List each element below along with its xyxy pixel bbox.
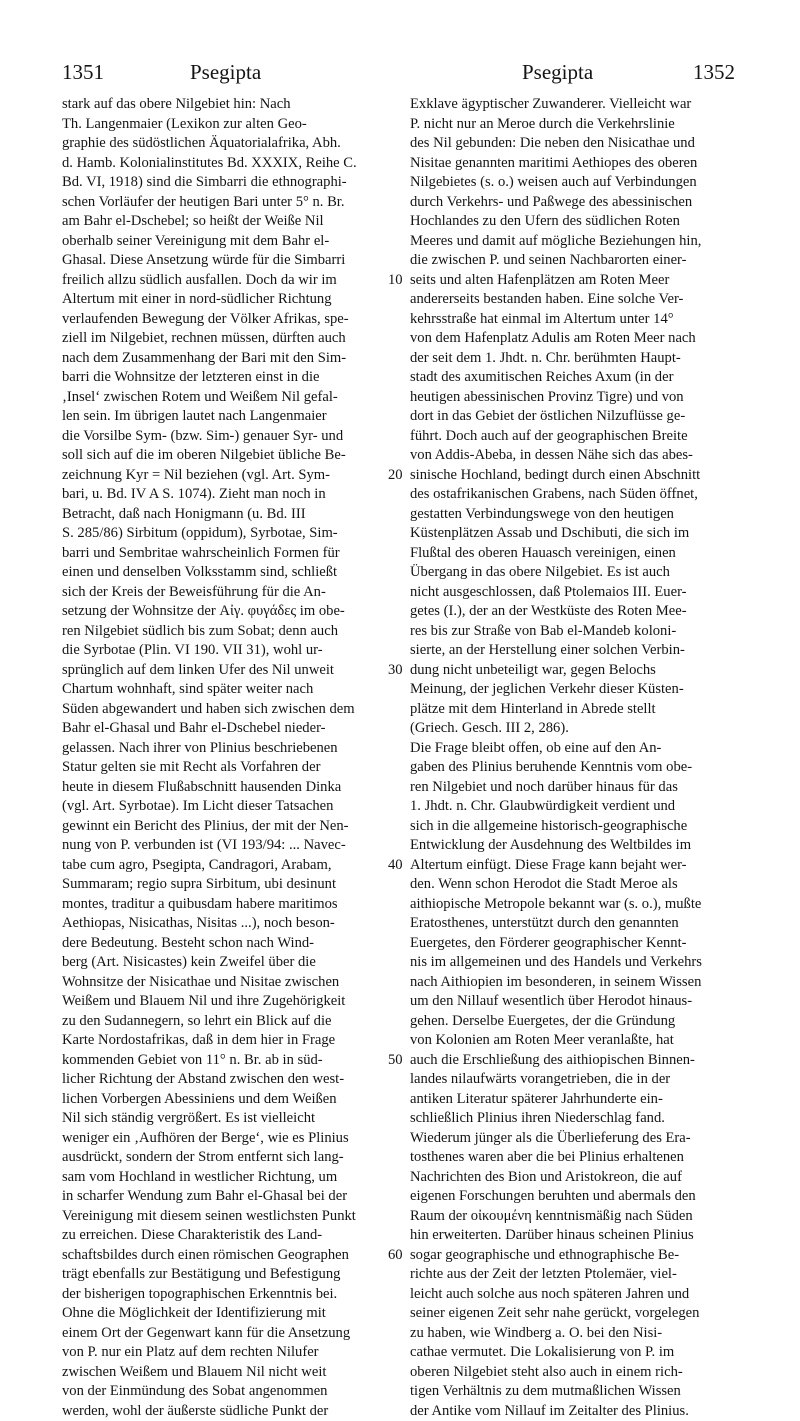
text-line: von der Einmündung des Sobat angenommen: [62, 1382, 387, 1402]
text-line: nis im allgemeinen und des Handels und Verkehrs: [410, 953, 737, 973]
text-line: nicht ausgeschlossen, daß Ptolemaios III. Euer-: [410, 583, 737, 603]
text-line: schließlich Plinius ihren Niederschlag fand.: [410, 1109, 737, 1129]
text-line: dung nicht unbeteiligt war, gegen Belochs: [410, 661, 737, 681]
text-line: nung von P. verbunden ist (VI 193/94: ... Navec-: [62, 836, 387, 856]
text-line: barri die Wohnsitze der letzteren einst in die: [62, 368, 387, 388]
text-line: Küstenplätzen Assab und Dschibuti, die sich im: [410, 524, 737, 544]
text-line: Raum der οἰκουμένη kenntnismäßig nach Süden: [410, 1207, 737, 1227]
text-line: zu den Sudannegern, so lehrt ein Blick auf die: [62, 1012, 387, 1032]
text-line: von Kolonien am Roten Meer veranlaßte, hat: [410, 1031, 737, 1051]
text-line: des Nil gebunden: Die neben den Nisicathae und: [410, 134, 737, 154]
text-line: gaben des Plinius beruhende Kenntnis vom obe-: [410, 758, 737, 778]
text-line: dere Bedeutung. Besteht schon nach Wind-: [62, 934, 387, 954]
text-line: in scharfer Wendung zum Bahr el-Ghasal bei der: [62, 1187, 387, 1207]
text-line: Flußtal des oberen Hauasch vereinigen, einen: [410, 544, 737, 564]
text-line: oberen Nilgebiet steht also auch in einem rich-: [410, 1363, 737, 1383]
text-line: (vgl. Art. Syrbotae). Im Licht dieser Tatsachen: [62, 797, 387, 817]
text-line: Wohnsitze der Nisicathae und Nisitae zwischen: [62, 973, 387, 993]
text-line: Altertum mit einer in nord-südlicher Richtung: [62, 290, 387, 310]
text-line: (Griech. Gesch. III 2, 286).: [410, 719, 737, 739]
text-line: stark auf das obere Nilgebiet hin: Nach: [62, 95, 387, 115]
text-line: res bis zur Straße von Bab el-Mandeb koloni-: [410, 622, 737, 642]
text-line: cathae vermutet. Die Lokalisierung von P. im: [410, 1343, 737, 1363]
text-line: Ohne die Möglichkeit der Identifizierung mit: [62, 1304, 387, 1324]
text-line: Süden abgewandert und haben sich zwischen dem: [62, 700, 387, 720]
right-text-column: [410, 95, 737, 1421]
text-line: einen und denselben Volksstamm sind, schließt: [62, 563, 387, 583]
text-line: zu haben, wie Windberg a. O. bei den Nisi-: [410, 1324, 737, 1344]
text-line: Meinung, der jeglichen Verkehr dieser Küsten-: [410, 680, 737, 700]
line-number: 40: [388, 856, 410, 876]
text-line: am Bahr el-Dschebel; so heißt der Weiße Nil: [62, 212, 387, 232]
line-number: 20: [388, 466, 410, 486]
text-line: zwischen Weißem und Blauem Nil nicht weit: [62, 1363, 387, 1383]
text-line: um den Nillauf wesentlich über Herodot hinaus-: [410, 992, 737, 1012]
text-line: Weißem und Blauem Nil und ihre Zugehörigkeit: [62, 992, 387, 1012]
text-line: zu erreichen. Diese Charakteristik des Land-: [62, 1226, 387, 1246]
text-line: richte aus der Zeit der letzten Ptolemäer, viel-: [410, 1265, 737, 1285]
text-line: dort in das Gebiet der östlichen Nilzuflüsse ge-: [410, 407, 737, 427]
text-line: Nisitae genannten maritimi Aethiopes des oberen: [410, 154, 737, 174]
text-line: S. 285/86) Sirbitum (oppidum), Syrbotae, Sim-: [62, 524, 387, 544]
text-line: Th. Langenmaier (Lexikon zur alten Geo-: [62, 115, 387, 135]
text-line: stadt des axumitischen Reiches Axum (in der: [410, 368, 737, 388]
text-line: Aethiopas, Nisicathas, Nisitas ...), noch beson-: [62, 914, 387, 934]
text-line: tabe cum agro, Psegipta, Candragori, Arabam,: [62, 856, 387, 876]
text-line: ‚Insel‘ zwischen Rotem und Weißem Nil gefal-: [62, 388, 387, 408]
text-line: landes nilaufwärts vorangetrieben, die in der: [410, 1070, 737, 1090]
text-line: gelassen. Nach ihrer von Plinius beschriebenen: [62, 739, 387, 759]
text-line: bari, u. Bd. IV A S. 1074). Zieht man noch in: [62, 485, 387, 505]
left-text-column: [62, 95, 387, 1421]
text-line: Nil sich ständig vergrößert. Es ist vielleicht: [62, 1109, 387, 1129]
text-line: Nilgebietes (s. o.) weisen auch auf Verbindungen: [410, 173, 737, 193]
text-line: zeichnung Kyr = Nil beziehen (vgl. Art. Sym-: [62, 466, 387, 486]
text-line: weniger ein ‚Aufhören der Berge‘, wie es Plinius: [62, 1129, 387, 1149]
text-line: führt. Doch auch auf der geographischen Breite: [410, 427, 737, 447]
text-line: hin erweiterten. Darüber hinaus scheinen Plinius: [410, 1226, 737, 1246]
text-line: werden, wohl der äußerste südliche Punkt der: [62, 1402, 387, 1421]
text-line: Eratosthenes, unterstützt durch den genannten: [410, 914, 737, 934]
text-line: gestatten Verbindungswege von den heutigen: [410, 505, 737, 525]
text-line: antiken Literatur späterer Jahrhunderte ein-: [410, 1090, 737, 1110]
text-line: Wiederum jünger als die Überlieferung des Era-: [410, 1129, 737, 1149]
text-line: sogar geographische und ethnographische Be-: [410, 1246, 737, 1266]
text-line: P. nicht nur an Meroe durch die Verkehrslinie: [410, 115, 737, 135]
text-line: Chartum wohnhaft, sind später weiter nach: [62, 680, 387, 700]
text-line: sich der Kreis der Beweisführung für die An-: [62, 583, 387, 603]
text-line: kommenden Gebiet von 11° n. Br. ab in süd-: [62, 1051, 387, 1071]
text-line: soll sich auf die im oberen Nilgebiet übliche Be-: [62, 446, 387, 466]
text-line: die Vorsilbe Sym- (bzw. Sim-) genauer Syr- und: [62, 427, 387, 447]
text-line: von dem Hafenplatz Adulis am Roten Meer nach: [410, 329, 737, 349]
text-line: getes (I.), der an der Westküste des Roten Mee-: [410, 602, 737, 622]
text-line: montes, traditur a quibusdam habere maritimos: [62, 895, 387, 915]
text-line: nach dem Zusammenhang der Bari mit den Sim-: [62, 349, 387, 369]
right-column-number: 1352: [693, 60, 735, 85]
left-column-number: 1351: [62, 60, 104, 85]
text-line: den. Wenn schon Herodot die Stadt Meroe als: [410, 875, 737, 895]
text-line: Bahr el-Ghasal und Bahr el-Dschebel nieder-: [62, 719, 387, 739]
line-number: 30: [388, 661, 410, 681]
text-line: tigen Verhältnis zu dem mutmaßlichen Wissen: [410, 1382, 737, 1402]
text-line: des ostafrikanischen Grabens, nach Süden öffnet,: [410, 485, 737, 505]
text-line: Ghasal. Diese Ansetzung würde für die Simbarri: [62, 251, 387, 271]
text-line: graphie des südöstlichen Äquatorialafrika, Abh.: [62, 134, 387, 154]
text-line: berg (Art. Nisicastes) kein Zweifel über die: [62, 953, 387, 973]
text-line: Karte Nordostafrikas, daß in dem hier in Frage: [62, 1031, 387, 1051]
text-line: leicht auch solche aus noch späteren Jahren und: [410, 1285, 737, 1305]
text-line: Euergetes, den Förderer geographischer Kennt-: [410, 934, 737, 954]
text-line: Summaram; regio supra Sirbitum, ubi desinunt: [62, 875, 387, 895]
text-line: eigenen Forschungen beruhten und abermals den: [410, 1187, 737, 1207]
text-line: die zwischen P. und seinen Nachbarorten einer-: [410, 251, 737, 271]
text-line: nach Aithiopien im besonderen, in seinem Wissen: [410, 973, 737, 993]
text-line: plätze mit dem Hinterland in Abrede stellt: [410, 700, 737, 720]
text-line: schen Vorläufer der heutigen Bari unter 5° n. Br.: [62, 193, 387, 213]
text-line: durch Verkehrs- und Paßwege des abessinischen: [410, 193, 737, 213]
line-number: 50: [388, 1051, 410, 1071]
text-line: einem Ort der Gegenwart kann für die Ansetzung: [62, 1324, 387, 1344]
text-line: ausdrückt, sondern der Strom entfernt sich lang-: [62, 1148, 387, 1168]
text-line: Die Frage bleibt offen, ob eine auf den An-: [410, 739, 737, 759]
text-line: kehrsstraße hat einmal im Altertum unter 14°: [410, 310, 737, 330]
text-line: der seit dem 1. Jhdt. n. Chr. berühmten Haupt-: [410, 349, 737, 369]
text-line: 1. Jhdt. n. Chr. Glaubwürdigkeit verdient und: [410, 797, 737, 817]
line-number: 10: [388, 271, 410, 291]
text-line: gehen. Derselbe Euergetes, der die Gründung: [410, 1012, 737, 1032]
text-line: Vereinigung mit diesem seinen westlichsten Punkt: [62, 1207, 387, 1227]
text-line: Hochlandes zu den Ufern des südlichen Roten: [410, 212, 737, 232]
text-line: heutigen abessinischen Provinz Tigre) und von: [410, 388, 737, 408]
text-line: aithiopische Metropole bekannt war (s. o.), mußte: [410, 895, 737, 915]
text-line: Meeres und damit auf mögliche Beziehungen hin,: [410, 232, 737, 252]
text-line: schaftsbildes durch einen römischen Geographen: [62, 1246, 387, 1266]
text-line: andererseits bestanden haben. Eine solche Ver-: [410, 290, 737, 310]
text-line: von Addis-Abeba, in dessen Nähe sich das abes-: [410, 446, 737, 466]
text-line: seiner eigenen Zeit sehr nahe gerückt, vorgelegen: [410, 1304, 737, 1324]
text-line: freilich allzu südlich ausfallen. Doch da wir im: [62, 271, 387, 291]
text-line: setzung der Wohnsitze der Αἰγ. φυγάδες im obe-: [62, 602, 387, 622]
text-line: heute in diesem Flußabschnitt hausenden Dinka: [62, 778, 387, 798]
text-line: Exklave ägyptischer Zuwanderer. Vielleicht war: [410, 95, 737, 115]
text-line: ren Nilgebiet und noch darüber hinaus für das: [410, 778, 737, 798]
text-line: len sein. Im übrigen lautet nach Langenmaier: [62, 407, 387, 427]
text-line: sich in die allgemeine historisch-geographische: [410, 817, 737, 837]
text-line: tosthenes waren aber die bei Plinius erhaltenen: [410, 1148, 737, 1168]
text-line: barri und Sembritae wahrscheinlich Formen für: [62, 544, 387, 564]
text-line: sprünglich auf dem linken Ufer des Nil unweit: [62, 661, 387, 681]
text-line: verlaufenden Bewegung der Völker Afrikas, spe-: [62, 310, 387, 330]
text-line: seits und alten Hafenplätzen am Roten Meer: [410, 271, 737, 291]
text-line: Nachrichten des Bion und Aristokreon, die auf: [410, 1168, 737, 1188]
text-line: licher Richtung der Abstand zwischen den west-: [62, 1070, 387, 1090]
text-line: ziell im Nilgebiet, rechnen müssen, dürften auch: [62, 329, 387, 349]
text-line: von P. nur ein Platz auf dem rechten Nilufer: [62, 1343, 387, 1363]
text-line: der bisherigen topographischen Erkenntnis bei.: [62, 1285, 387, 1305]
text-line: Statur gelten sie mit Recht als Vorfahren der: [62, 758, 387, 778]
text-line: d. Hamb. Kolonialinstitutes Bd. XXXIX, Reihe C.: [62, 154, 387, 174]
text-line: der Antike vom Nillauf im Zeitalter des Plinius.: [410, 1402, 737, 1421]
text-line: Bd. VI, 1918) sind die Simbarri die ethnographi-: [62, 173, 387, 193]
text-line: gewinnt ein Bericht des Plinius, der mit der Nen-: [62, 817, 387, 837]
left-running-title: Psegipta: [190, 60, 261, 85]
text-line: lichen Vorbergen Abessiniens und dem Weißen: [62, 1090, 387, 1110]
text-line: sinische Hochland, bedingt durch einen Abschnitt: [410, 466, 737, 486]
text-line: Entwicklung der Ausdehnung des Weltbildes im: [410, 836, 737, 856]
text-line: sam vom Hochland in westlicher Richtung, um: [62, 1168, 387, 1188]
text-line: Betracht, daß nach Honigmann (u. Bd. III: [62, 505, 387, 525]
text-line: die Syrbotae (Plin. VI 190. VII 31), wohl ur-: [62, 641, 387, 661]
text-line: Altertum einfügt. Diese Frage kann bejaht wer-: [410, 856, 737, 876]
text-line: ren Nilgebiet südlich bis zum Sobat; denn auch: [62, 622, 387, 642]
text-line: sierte, an der Herstellung einer solchen Verbin-: [410, 641, 737, 661]
right-running-title: Psegipta: [522, 60, 593, 85]
text-line: Übergang in das obere Nilgebiet. Es ist auch: [410, 563, 737, 583]
line-number: 60: [388, 1246, 410, 1266]
text-line: trägt ebenfalls zur Bestätigung und Befestigung: [62, 1265, 387, 1285]
text-line: oberhalb seiner Vereinigung mit dem Bahr el-: [62, 232, 387, 252]
text-line: auch die Erschließung des aithiopischen Binnen-: [410, 1051, 737, 1071]
